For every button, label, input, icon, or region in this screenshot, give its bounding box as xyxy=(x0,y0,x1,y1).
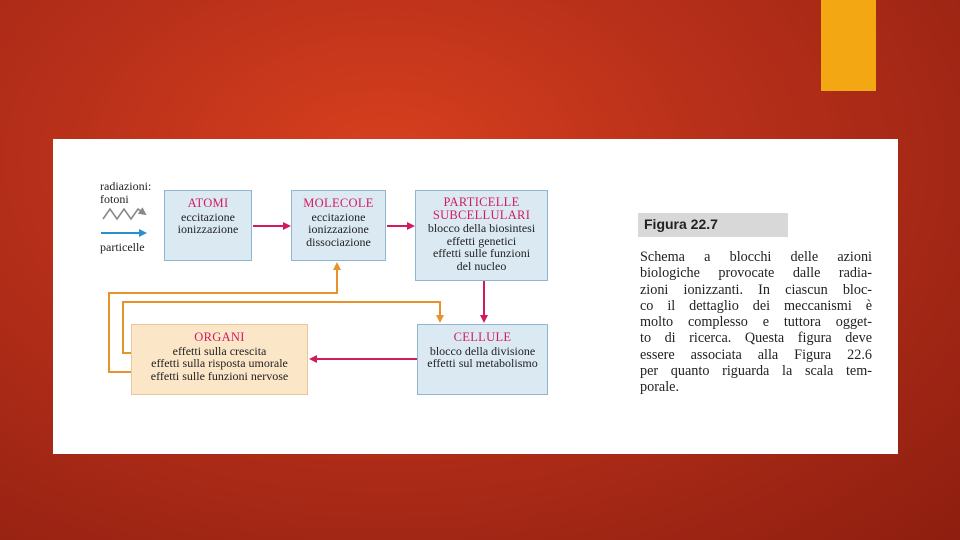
box-molecole: MOLECOLE eccitazione ionizzazione dissociazione xyxy=(291,190,386,261)
box-cellule: CELLULE blocco della divisione effetti sul metabolismo xyxy=(417,324,548,395)
legend-radiation-label: radiazioni: fotoni xyxy=(100,179,152,206)
caption-body: Schema a blocchi delle azioni biologiche provocate dalle radia- zioni ionizzanti. In ciascun bloc- co il dettaglio dei meccanismi è molto complesso e tuttora ogget- to di ricerca. Questa figura deve essere associata alla Figura 22.6 per quanto riguarda la scala tem- porale. xyxy=(640,249,872,396)
box-particelle-subcellulari: PARTICELLE SUBCELLULARI blocco della biosintesi effetti genetici effetti sulle funzioni del nucleo xyxy=(415,190,548,281)
box-organi: ORGANI effetti sulla crescita effetti sulla risposta umorale effetti sulle funzioni nervose xyxy=(131,324,308,395)
box-molecole-title: MOLECOLE xyxy=(303,196,374,210)
box-atomi: ATOMI eccitazione ionizzazione xyxy=(164,190,252,261)
figure-panel xyxy=(53,139,898,454)
box-particelle-title-2: SUBCELLULARI xyxy=(432,207,531,222)
box-particelle-title-1: PARTICELLE xyxy=(443,195,520,209)
zigzag-arrow-icon xyxy=(103,209,145,219)
caption-title: Figura 22.7 xyxy=(638,213,788,237)
box-atomi-title: ATOMI xyxy=(187,196,229,210)
box-organi-title: ORGANI xyxy=(194,330,245,344)
box-cellule-title: CELLULE xyxy=(453,330,512,344)
legend-particles-label: particelle xyxy=(100,240,145,254)
accent-tab xyxy=(821,0,876,91)
